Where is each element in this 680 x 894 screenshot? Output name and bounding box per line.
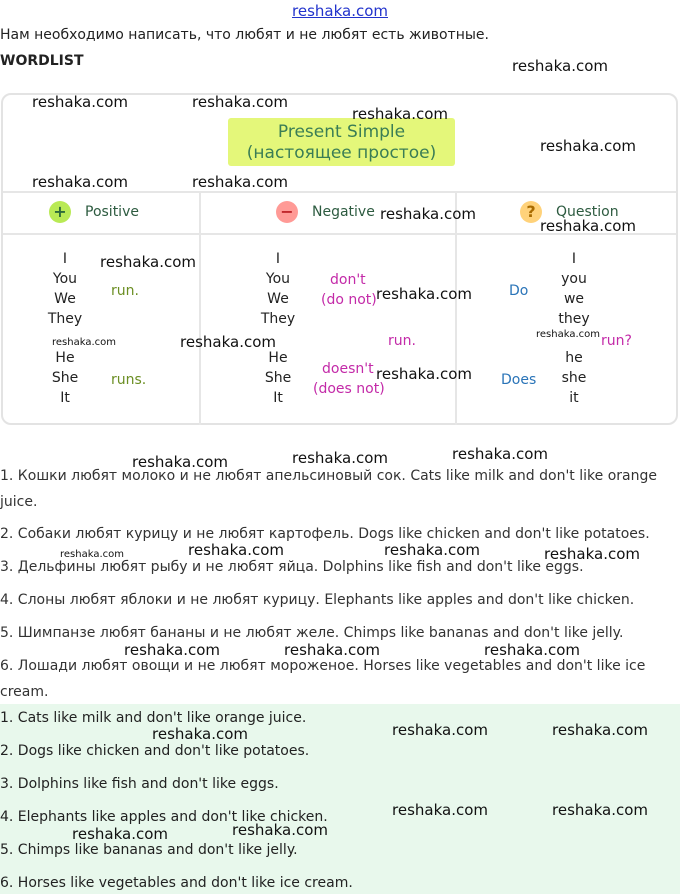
watermark: reshaka.com: [52, 337, 116, 348]
watermark: reshaka.com: [32, 173, 128, 191]
positive-verb-run: run.: [111, 283, 139, 299]
aux-do-not: (do not): [321, 292, 377, 308]
positive-header: [49, 201, 139, 225]
watermark: reshaka.com: [284, 641, 380, 659]
pronoun: I: [275, 251, 281, 267]
pronoun: we: [563, 291, 585, 307]
answer-item: 3. Dolphins like fish and don't like eggs.: [0, 776, 279, 792]
watermark: reshaka.com: [188, 541, 284, 559]
watermark: reshaka.com: [132, 453, 228, 471]
watermark: reshaka.com: [352, 105, 448, 123]
watermark: reshaka.com: [384, 541, 480, 559]
watermark: reshaka.com: [452, 445, 548, 463]
watermark: reshaka.com: [232, 821, 328, 839]
pronoun: they: [558, 311, 590, 327]
aux-does: Does: [501, 372, 537, 388]
pronoun: He: [268, 350, 288, 366]
aux-dont: don't: [330, 272, 366, 288]
watermark: reshaka.com: [540, 217, 636, 235]
pronoun: She: [264, 370, 292, 386]
pronoun: We: [54, 291, 76, 307]
column-divider: [455, 191, 457, 425]
watermark: reshaka.com: [536, 329, 600, 340]
table-title: [228, 118, 455, 166]
question-icon: ?: [520, 201, 542, 223]
table-title-line2: (настоящее простое): [246, 143, 437, 163]
intro-text: Нам необходимо написать, что любят и не любят есть животные.: [0, 27, 489, 43]
watermark: reshaka.com: [124, 641, 220, 659]
aux-doesnt: doesn't: [322, 361, 374, 377]
exercise-item: 5. Шимпанзе любят бананы и не любят желе. Chimps like bananas and don't like jelly.: [0, 625, 624, 641]
exercise-item: 3. Дельфины любят рыбу и не любят яйца. Dolphins like fish and don't like eggs.: [0, 559, 584, 575]
pronoun: he: [565, 350, 583, 366]
answer-item: 6. Horses like vegetables and don't like ice cream.: [0, 875, 353, 891]
exercise-item: 6. Лошади любят овощи и не любят мороженое. Horses like vegetables and don't like ice cream.: [0, 658, 646, 700]
watermark: reshaka.com: [484, 641, 580, 659]
answer-item: 4. Elephants like apples and don't like chicken.: [0, 809, 328, 825]
watermark: reshaka.com: [32, 93, 128, 111]
pronoun: I: [571, 251, 577, 267]
positive-verb-runs: runs.: [111, 372, 147, 388]
exercise-item: 2. Собаки любят курицу и не любят картофель. Dogs like chicken and don't like potatoes.: [0, 526, 650, 542]
watermark: reshaka.com: [380, 205, 476, 223]
answer-item: 5. Chimps like bananas and don't like jelly.: [0, 842, 298, 858]
negative-header: [276, 201, 375, 225]
pronoun: It: [273, 390, 283, 406]
table-title-line1: Present Simple: [277, 122, 406, 142]
watermark: reshaka.com: [192, 173, 288, 191]
pronoun: I: [62, 251, 68, 267]
watermark: reshaka.com: [552, 801, 648, 819]
negative-verb: run.: [388, 333, 416, 349]
pronoun: you: [561, 271, 587, 287]
aux-do: Do: [509, 283, 529, 299]
minus-icon: −: [276, 201, 298, 223]
watermark: reshaka.com: [72, 825, 168, 843]
pronoun: It: [60, 390, 70, 406]
question-verb: run?: [601, 333, 632, 349]
watermark: reshaka.com: [376, 285, 472, 303]
question-label: Question: [556, 204, 619, 220]
pronoun: We: [267, 291, 289, 307]
pronoun: it: [569, 390, 579, 406]
aux-does-not: (does not): [313, 381, 385, 397]
pronoun: she: [561, 370, 587, 386]
column-divider: [199, 191, 201, 425]
pronoun: She: [51, 370, 79, 386]
watermark: reshaka.com: [192, 93, 288, 111]
watermark: reshaka.com: [392, 801, 488, 819]
wordlist-heading: WORDLIST: [0, 53, 84, 69]
watermark: reshaka.com: [376, 365, 472, 383]
site-link[interactable]: reshaka.com: [292, 2, 388, 20]
exercise-item: 4. Слоны любят яблоки и не любят курицу. Elephants like apples and don't like chicken.: [0, 592, 635, 608]
pronoun: You: [52, 271, 78, 287]
negative-label: Negative: [312, 204, 375, 220]
positive-label: Positive: [85, 204, 139, 220]
plus-icon: +: [49, 201, 71, 223]
watermark: reshaka.com: [60, 549, 124, 560]
watermark: reshaka.com: [152, 725, 248, 743]
watermark: reshaka.com: [552, 721, 648, 739]
exercise-item: 1. Кошки любят молоко и не любят апельсиновый сок. Cats like milk and don't like orange juice.: [0, 468, 657, 510]
answer-item: 2. Dogs like chicken and don't like potatoes.: [0, 743, 310, 759]
watermark: reshaka.com: [540, 137, 636, 155]
watermark: reshaka.com: [544, 545, 640, 563]
pronoun: They: [47, 311, 83, 327]
watermark: reshaka.com: [512, 57, 608, 75]
watermark: reshaka.com: [392, 721, 488, 739]
watermark: reshaka.com: [292, 449, 388, 467]
pronoun: He: [55, 350, 75, 366]
pronoun: They: [260, 311, 296, 327]
table-divider: [3, 191, 676, 193]
watermark: reshaka.com: [100, 253, 196, 271]
answer-item: 1. Cats like milk and don't like orange juice.: [0, 710, 307, 726]
watermark: reshaka.com: [180, 333, 276, 351]
pronoun: You: [265, 271, 291, 287]
